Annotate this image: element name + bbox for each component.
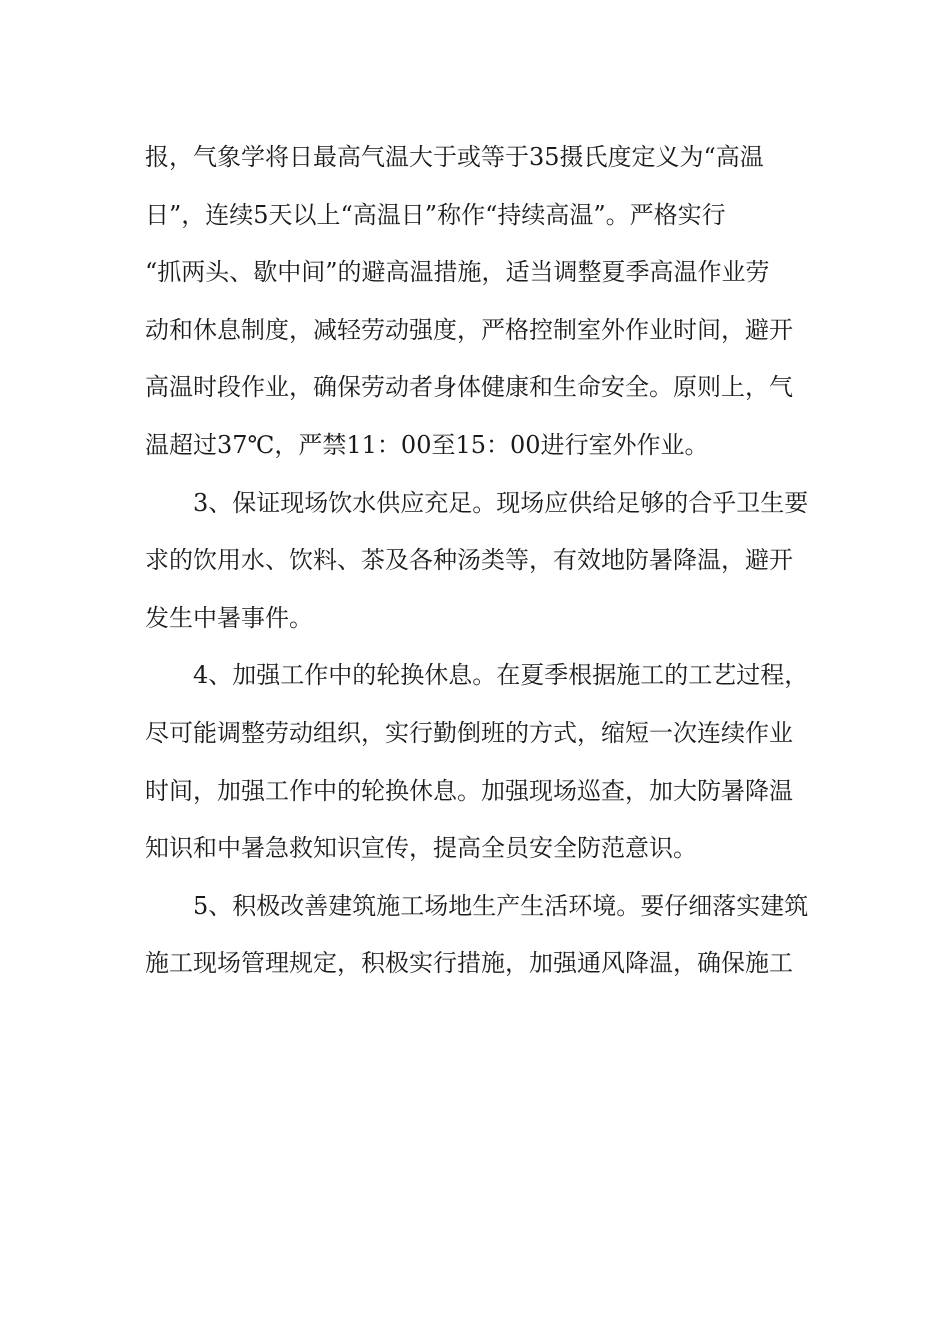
paragraph-start-line: 3、保证现场饮水供应充足。现场应供给足够的合乎卫生要: [193, 488, 809, 517]
text-line: 施工现场管理规定，积极实行措施，加强通风降温，确保施工: [145, 949, 793, 978]
text-line: 动和休息制度，减轻劳动强度，严格控制室外作业时间，避开: [145, 315, 793, 344]
text-line: 日”，连续5天以上“高温日”称作“持续高温”。严格实行: [145, 200, 726, 229]
text-line: 求的饮用水、饮料、茶及各种汤类等，有效地防暑降温，避开: [145, 546, 793, 575]
text-line: 发生中暑事件。: [145, 603, 313, 632]
paragraph-start-line: 4、加强工作中的轮换休息。在夏季根据施工的工艺过程，: [193, 661, 809, 690]
text-line: 高温时段作业，确保劳动者身体健康和生命安全。原则上，气: [145, 373, 793, 402]
text-line: 报，气象学将日最高气温大于或等于35摄氏度定义为“高温: [145, 143, 764, 171]
text-line: 时间，加强工作中的轮换休息。加强现场巡查，加大防暑降温: [145, 776, 793, 805]
text-line: 温超过37℃，严禁11：00至15：00进行室外作业。: [145, 430, 709, 459]
text-line: 知识和中暑急救知识宣传，提高全员安全防范意识。: [145, 834, 697, 863]
text-line: “抓两头、歇中间”的避高温措施，适当调整夏季高温作业劳: [145, 258, 770, 287]
paragraph-start-line: 5、积极改善建筑施工场地生产生活环境。要仔细落实建筑: [193, 891, 809, 920]
document-body: [145, 129, 810, 993]
text-line: 尽可能调整劳动组织，实行勤倒班的方式，缩短一次连续作业: [145, 718, 793, 747]
